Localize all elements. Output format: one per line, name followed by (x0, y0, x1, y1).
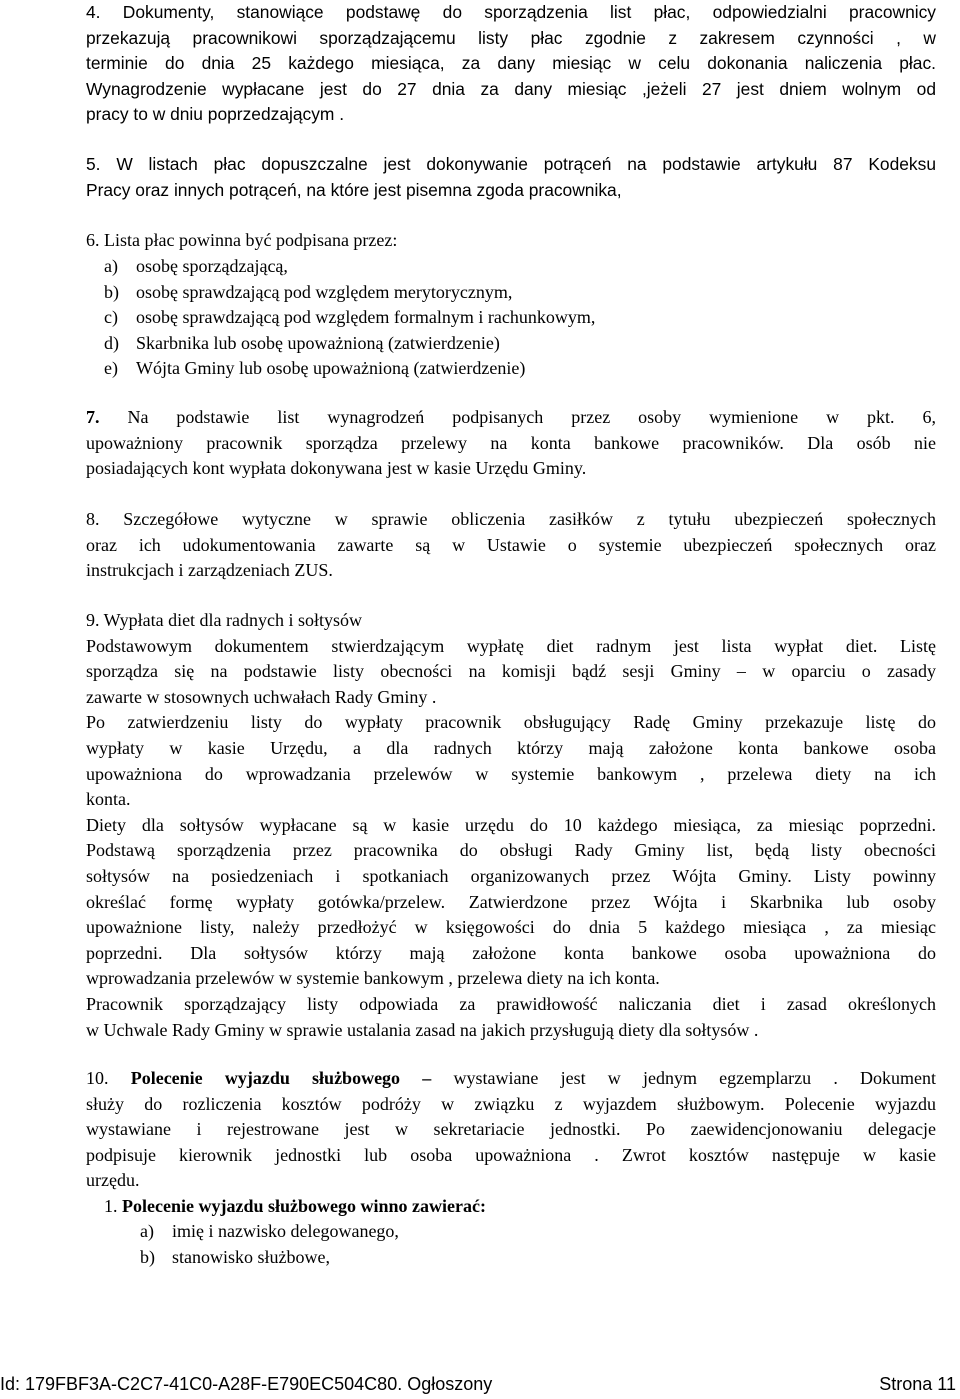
paragraph-9-line: sporządza się na podstawie listy obecności na komisji bądź sesji Gminy – w oparciu o zasady (86, 661, 936, 682)
paragraph-9-line: konta. (86, 789, 131, 810)
paragraph-5-line: Pracy oraz innych potrąceń, na które jest pisemna zgoda pracownika, (86, 179, 622, 200)
paragraph-5-line: 5. W listach płac dopuszczalne jest dokonywanie potrąceń na podstawie artykułu 87 Kodeksu (86, 154, 936, 174)
paragraph-9-line: wprowadzania przelewów w systemie bankowym , przelewa diety na ich konta. (86, 968, 660, 989)
list-item: a) imię i nazwisko delegowanego, (140, 1221, 399, 1241)
paragraph-10-line: służy do rozliczenia kosztów podróży w związku z wyjazdem służbowym. Polecenie wyjazdu (86, 1093, 936, 1114)
list-item: c) osobę sprawdzającą pod względem formalnym i rachunkowym, (104, 307, 596, 328)
paragraph-9-line: upoważnione listy, należy przedłożyć w księgowości do dnia 5 każdego miesiąca , za miesiąc (86, 917, 936, 938)
paragraph-9-line: poprzedni. Dla sołtysów którzy mają założone konta bankowe osoba upoważniona do (86, 942, 936, 963)
paragraph-10-line: urzędu. (86, 1170, 140, 1191)
list-item: d) Skarbnika lub osobę upoważnioną (zatwierdzenie) (104, 332, 500, 353)
paragraph-4-line: pracy to w dniu poprzedzającym . (86, 104, 345, 125)
list-item: e) Wójta Gminy lub osobę upoważnioną (zatwierdzenie) (104, 358, 526, 379)
paragraph-8-line: instrukcjach i zarządzeniach ZUS. (86, 560, 333, 581)
paragraph-4 (86, 0, 936, 128)
paragraph-10-line: wystawiane i rejestrowane jest w sekretariacie jednostki. Po zaewidencjonowaniu delegacje (86, 1119, 936, 1140)
list-item: b) osobę sprawdzającą pod względem merytorycznym, (104, 281, 513, 302)
paragraph-8-line: 8. Szczegółowe wytyczne w sprawie obliczenia zasiłków z tytułu ubezpieczeń społecznych (86, 509, 936, 529)
paragraph-9-line: sołtysów na posiedzeniach i spotkaniach organizowanych przez Wójta Gminy. Listy powinny (86, 865, 936, 886)
paragraph-7-line: posiadających kont wypłata dokonywana jest w kasie Urzędu Gminy. (86, 458, 587, 479)
paragraph-9-line: Podstawą sporządzenia przez pracownika do obsługi Rady Gminy list, będą listy obecności (86, 840, 936, 861)
paragraph-4-line: Wynagrodzenie wypłacane jest do 27 dnia za dany miesiąc ,jeżeli 27 jest dniem wolnym od (86, 78, 936, 99)
paragraph-9 (86, 608, 936, 1043)
paragraph-9-line: wypłaty w kasie Urzędu, a dla radnych którzy mają założone konta bankowe osoba (86, 737, 936, 758)
paragraph-7-line: 7. Na podstawie list wynagrodzeń podpisanych przez osoby wymienione w pkt. 6, (86, 407, 936, 427)
paragraph-9-line: zawarte w stosownych uchwałach Rady Gminy . (86, 686, 437, 707)
paragraph-9-line: Po zatwierdzeniu listy do wypłaty pracownik obsługujący Radę Gminy przekazuje listę do (86, 712, 936, 733)
page-footer (0, 1372, 960, 1398)
paragraph-10 (86, 1066, 936, 1194)
paragraph-10-line: 10. Polecenie wyjazdu służbowego – wystawiane jest w jednym egzemplarzu . Dokument (86, 1068, 936, 1088)
paragraph-9-line: Podstawowym dokumentem stwierdzającym wypłatę diet radnym jest lista wypłat diet. Listę (86, 635, 936, 656)
paragraph-9-line: określać formę wypłaty gotówka/przelew. Zatwierdzone przez Wójta i Skarbnika lub osoby (86, 891, 936, 912)
paragraph-6 (86, 228, 936, 254)
paragraph-8-line: oraz ich udokumentowania zawarte są w Ustawie o systemie ubezpieczeń społecznych oraz (86, 534, 936, 555)
page-number: Strona 11 (879, 1374, 956, 1394)
paragraph-9-line: Diety dla sołtysów wypłacane są w kasie urzędu do 10 każdego miesiąca, za miesiąc poprzedni. (86, 814, 936, 835)
paragraph-4-line: 4. Dokumenty, stanowiące podstawę do sporządzenia list płac, odpowiedzialni pracownicy (86, 2, 936, 22)
subsection-1-heading: 1. Polecenie wyjazdu służbowego winno zawierać: (104, 1196, 486, 1216)
paragraph-9-line: w Uchwale Rady Gminy w sprawie ustalania zasad na jakich przysługują diety dla sołtysów . (86, 1019, 759, 1040)
paragraph-7 (86, 405, 936, 482)
document-id: Id: 179FBF3A-C2C7-41C0-A28F-E790EC504C80. Ogłoszony (0, 1374, 493, 1394)
list-item: b) stanowisko służbowe, (140, 1246, 330, 1267)
paragraph-9-line: Pracownik sporządzający listy odpowiada za prawidłowość naliczania diet i zasad określonych (86, 993, 936, 1014)
signatory-list (104, 254, 595, 382)
paragraph-7-line: upoważniony pracownik sporządza przelewy na konta bankowe pracowników. Dla osób nie (86, 432, 936, 453)
list-item: a) osobę sporządzającą, (104, 256, 288, 276)
paragraph-4-line: przekazują pracownikowi sporządzającemu listy płac zgodnie z zakresem czynności , w (86, 27, 936, 48)
paragraph-5 (86, 152, 936, 203)
paragraph-4-line: terminie do dnia 25 każdego miesiąca, za dany miesiąc w celu dokonania naliczenia płac. (86, 53, 936, 74)
paragraph-8 (86, 507, 936, 584)
delegation-items-list (140, 1219, 399, 1270)
paragraph-10-title: Polecenie wyjazdu służbowego (130, 1068, 401, 1088)
paragraph-10-line: podpisuje kierownik jednostki lub osoba upoważniona . Zwrot kosztów następuje w kasie (86, 1144, 936, 1165)
paragraph-9-heading: 9. Wypłata diet dla radnych i sołtysów (86, 610, 363, 630)
paragraph-6-heading: 6. Lista płac powinna być podpisana przez: (86, 230, 398, 250)
subsection-1 (104, 1194, 954, 1220)
paragraph-9-line: upoważniona do wprowadzania przelewów w systemie bankowym , przelewa diety na ich (86, 763, 936, 784)
